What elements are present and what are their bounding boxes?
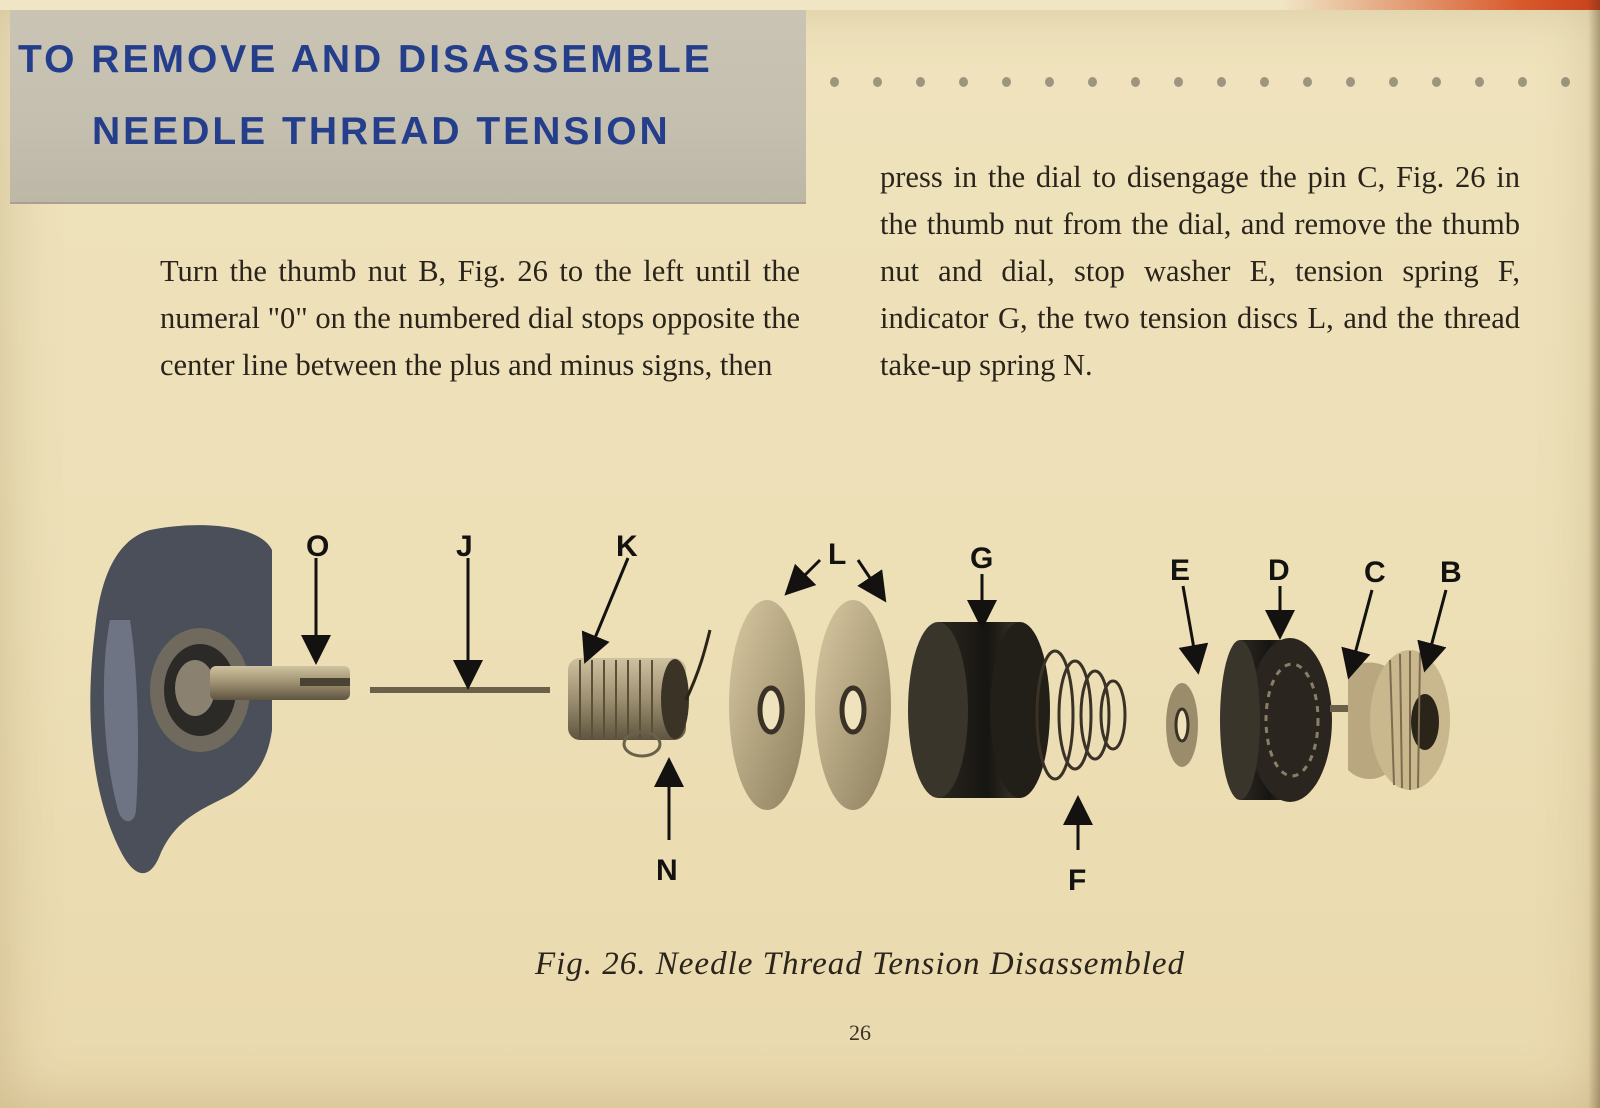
perforation-dot (873, 77, 882, 87)
tension-disc-part-l-1 (729, 600, 805, 810)
perforation-dot (1260, 77, 1269, 87)
instruction-text-right (880, 154, 1520, 389)
section-header-band (10, 10, 806, 204)
section-title-line-1: TO REMOVE AND DISASSEMBLE (18, 38, 713, 81)
perforation-dot (1131, 77, 1140, 87)
label-n: N (656, 854, 678, 887)
perforation-row (830, 72, 1570, 92)
label-c: C (1364, 556, 1386, 589)
perforation-dot (1088, 77, 1097, 87)
label-o: O (306, 530, 330, 563)
page-number: 26 (849, 1020, 871, 1045)
figure-caption: Fig. 26. Needle Thread Tension Disassembled (534, 946, 1186, 982)
label-e: E (1170, 554, 1191, 587)
numbered-dial-part-d (1220, 638, 1332, 802)
perforation-dot (959, 77, 968, 87)
label-g: G (970, 542, 994, 575)
perforation-dot (1303, 77, 1312, 87)
perforation-dot (830, 77, 839, 87)
exploded-parts-figure (0, 510, 1600, 930)
page-top-edge (0, 0, 1600, 10)
perforation-dot (1518, 77, 1527, 87)
label-f: F (1068, 864, 1087, 897)
tension-disc-part-l-2 (815, 600, 891, 810)
label-j: J (456, 530, 473, 563)
perforation-dot (916, 77, 925, 87)
section-title-line-2: NEEDLE THREAD TENSION (92, 110, 671, 153)
label-k: K (616, 530, 638, 563)
perforation-dot (1174, 77, 1183, 87)
stop-washer-part-e (1166, 683, 1198, 767)
perforation-dot (1045, 77, 1054, 87)
thumb-nut-part-b (1348, 650, 1450, 790)
stud-part-o (210, 666, 350, 700)
perforation-dot (1432, 77, 1441, 87)
label-d: D (1268, 554, 1290, 587)
perforation-dot (1346, 77, 1355, 87)
instruction-text-left (160, 248, 800, 389)
pin-part-j (370, 687, 550, 693)
tension-assembly-illustration (0, 510, 1600, 930)
perforation-dot (1389, 77, 1398, 87)
label-b: B (1440, 556, 1462, 589)
perforation-dot (1002, 77, 1011, 87)
indicator-part-g (908, 622, 1050, 798)
perforation-dot (1475, 77, 1484, 87)
perforation-dot (1561, 77, 1570, 87)
instruction-paragraph-right: press in the dial to disengage the pin C, Fig. 26 in the thumb nut from the dial, and remove the thumb nut and dial, stop washer E, tension spring F, indicator G, the two tension discs L, and the thread take-up spring N. (880, 160, 1520, 382)
tension-spring-part-f (1037, 651, 1125, 779)
label-l: L (828, 538, 847, 571)
perforation-dot (1217, 77, 1226, 87)
instruction-paragraph-left: Turn the thumb nut B, Fig. 26 to the left until the numeral "0" on the numbered dial stops opposite the center line between the plus and minus signs, then (160, 254, 800, 382)
